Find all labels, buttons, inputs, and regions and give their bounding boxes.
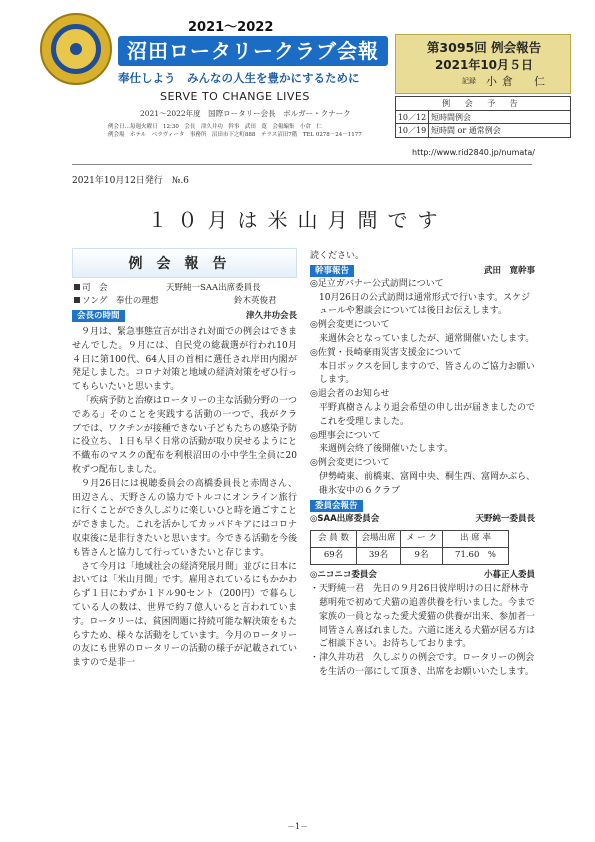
secretary-item	[310, 319, 535, 347]
president-name: 津久井功会長	[245, 311, 297, 321]
attendance-header-row	[311, 531, 509, 548]
header-divider	[72, 164, 532, 165]
secretary-item	[310, 388, 535, 429]
club-info-line: 例会日…毎週火曜日 12:30 会長 津久井功 幹事 武田 寛 会報編集 小倉 仁	[108, 124, 322, 130]
attendance-header: 出 席 率	[443, 531, 509, 548]
item-title: ◎例会変更について	[310, 320, 390, 331]
secretary-item	[310, 347, 535, 388]
square-bullet-icon	[74, 284, 80, 290]
issue-number: 第3095回 例会報告	[426, 40, 542, 55]
attendance-header: 会場出席	[357, 531, 401, 548]
attendance-table	[310, 530, 509, 565]
item-title: ◎例会変更について	[310, 458, 390, 469]
rotary-logo	[40, 13, 112, 85]
item-title: ◎理事会について	[310, 430, 381, 441]
square-bullet-icon	[74, 297, 80, 303]
schedule-row	[396, 124, 570, 137]
item-title: ◎足立ガバナー公式訪問について	[310, 278, 444, 289]
attendance-value: 39名	[357, 548, 401, 565]
song-label: ソング 奉仕の理想	[82, 296, 159, 306]
president-speech	[72, 326, 297, 671]
song-singer: 鈴木英俊君	[234, 296, 277, 306]
item-body: 10月26日の公式訪問は通常形式で行います。スケジュールや懇談会については後日お伝えします。	[319, 292, 531, 317]
item-title: ◎佐賀・長崎豪雨災害支援金について	[310, 347, 462, 358]
recorder: 小倉 仁	[486, 75, 550, 88]
attendance-header: メ ー ク	[401, 531, 443, 548]
mc-name: 天野純一SAA出席委員長	[166, 283, 261, 293]
attendance-value: 9名	[401, 548, 443, 565]
niko-item: ・津久井功君 久しぶりの例会です。ロータリーの例会を生活の一部にして頂き、出席をお願いいたします。	[310, 653, 535, 677]
item-title: ◎退会者のお知らせ	[310, 389, 390, 400]
committee-tag: 委員会報告	[310, 500, 363, 512]
schedule-date: 10／12	[396, 111, 429, 123]
slogan-en: SERVE TO CHANGE LIVES	[160, 90, 310, 103]
niko-member: 小暮正人委員	[483, 570, 535, 581]
recorder-label: 記録	[462, 77, 476, 85]
years: 2021～2022	[188, 20, 274, 35]
schedule-box	[395, 96, 571, 138]
saa-heading	[310, 513, 535, 527]
niko-item: ・天野純一君 先日の９月26日彼岸明けの日に舒林寺慈明苑で初めて犬猫の追善供養を行いました。今まで家族の一員となった愛犬愛猫の供養が出来、参加者一同皆さん喜ばれました。六道に迷える犬猫が居る方はご相談下さい。お待ちしております。	[310, 584, 536, 650]
paragraph: ９月は、緊急事態宣言が出され対面での例会はできませんでした。９月には、自民党の総裁選が行われ10月４日に第100代、64人目の首相に選任され岸田内閣が発足しました。コロナ対策と地域の経済対策をぜひ行ってもらいたいと思います。	[72, 327, 298, 393]
website-link[interactable]: http://www.rid2840.jp/numata/	[412, 148, 536, 157]
saa-title: ◎SAA出席委員会	[310, 513, 380, 524]
item-body: 来週休会となっていましたが、通常開催いたします。	[319, 333, 535, 344]
president-tag: 会長の時間	[72, 310, 125, 322]
issue-line: 2021年10月12日発行 №.6	[72, 176, 189, 186]
mc-label: 司 会	[82, 283, 108, 293]
schedule-text: 短時間 or 通常例会	[431, 126, 501, 135]
paragraph: 「疾病予防と治療はロータリーの主な活動分野の一つである」そのことを実践する活動の一つで、我がクラブでは、ワクチンが接種できない子どもたちの感染予防に役立ち、１日も早く日常の活動が取り戻せるようにと不織布のマスクの配布を利根沼田の小中学生全員に20枚ずつ配布しました。	[72, 395, 298, 475]
item-body: 平野真樹さんより退会希望の申し出が届きましたのでこれを受理しました。	[319, 402, 536, 427]
president-bar	[72, 310, 297, 322]
niko-title: ◎ニコニコ委員会	[310, 570, 377, 581]
secretary-bar	[310, 265, 535, 277]
saa-chair: 天野純一委員長	[475, 513, 535, 524]
report-box	[395, 34, 571, 94]
right-column	[310, 250, 535, 680]
season-info: 2021～2022年度 国際ロータリー会長 ボルガー・クナーク	[140, 109, 351, 118]
mc-line	[74, 282, 297, 294]
continuation-text: 読ください。	[310, 251, 365, 261]
section-banner: 例会報告	[72, 248, 297, 278]
secretary-name: 武田 寛幹事	[483, 265, 535, 276]
attendance-value: 71.60 %	[443, 548, 509, 565]
club-info-line: 例会場 ホテル ベラヴィータ 事務所 沼田市下之町888 テラス沼田7階 TEL 0278－24－1177	[108, 132, 362, 138]
slogan-jp: 奉仕しよう みんなの人生を豊かにするために	[118, 71, 360, 85]
attendance-value: 69名	[311, 548, 357, 565]
attendance-header: 会 員 数	[311, 531, 357, 548]
club-info	[108, 123, 408, 139]
schedule-row	[396, 111, 570, 124]
page-number: －1－	[286, 822, 309, 831]
secretary-item	[310, 430, 535, 458]
schedule-text: 短時間例会	[431, 113, 471, 122]
secretary-item	[310, 278, 535, 319]
secretary-item	[310, 457, 535, 498]
committee-bar	[310, 500, 535, 512]
item-body: 来週例会終了後開催いたします。	[319, 444, 454, 455]
report-date: 2021年10月５日	[434, 58, 534, 72]
song-line	[74, 295, 297, 307]
item-body: 本日ボックスを回しますので、皆さんのご協力お願いします。	[319, 361, 535, 386]
item-body: 伊勢崎東、前橋東、富岡中央、桐生西、富岡かぶら、碓氷安中の６クラブ	[319, 471, 536, 496]
schedule-date: 10／19	[396, 124, 429, 137]
paragraph: ９月26日には視聴委員会の高橋委員長と赤間さん、田辺さん、天野さんの協力でトルコにオンライン旅行に行くことができ久しぶりに楽しいひと時を過ごすことができました。これを活かしてカッパドキアにはコロナ収束後に是非行きたいと思います。今できる活動を今後も皆さんと協力して行っていきたいと存じます。	[72, 478, 298, 558]
secretary-tag: 幹事報告	[310, 265, 354, 277]
niko-heading	[310, 569, 535, 583]
schedule-title: 例 会 予 告	[396, 97, 570, 111]
month-title: １０月は米山月間です	[147, 208, 448, 232]
attendance-value-row	[311, 548, 509, 565]
paragraph: さて今月は「地域社会の経済発展月間」並びに日本においては「米山月間」です。雇用されているにもかかわらず１日にわずか１ドル90セント（200円）で暮らしている人の数は、世界で約７億人いると言われています。ロータリーは、貧困問題に持続可能な解決策をもたらすため、様々な活動をしています。今月のロータリーの友にも世界のロータリーの活動の様子が記載されていますので是非一	[72, 561, 298, 669]
club-name-banner: 沼田ロータリークラブ会報	[118, 36, 388, 66]
